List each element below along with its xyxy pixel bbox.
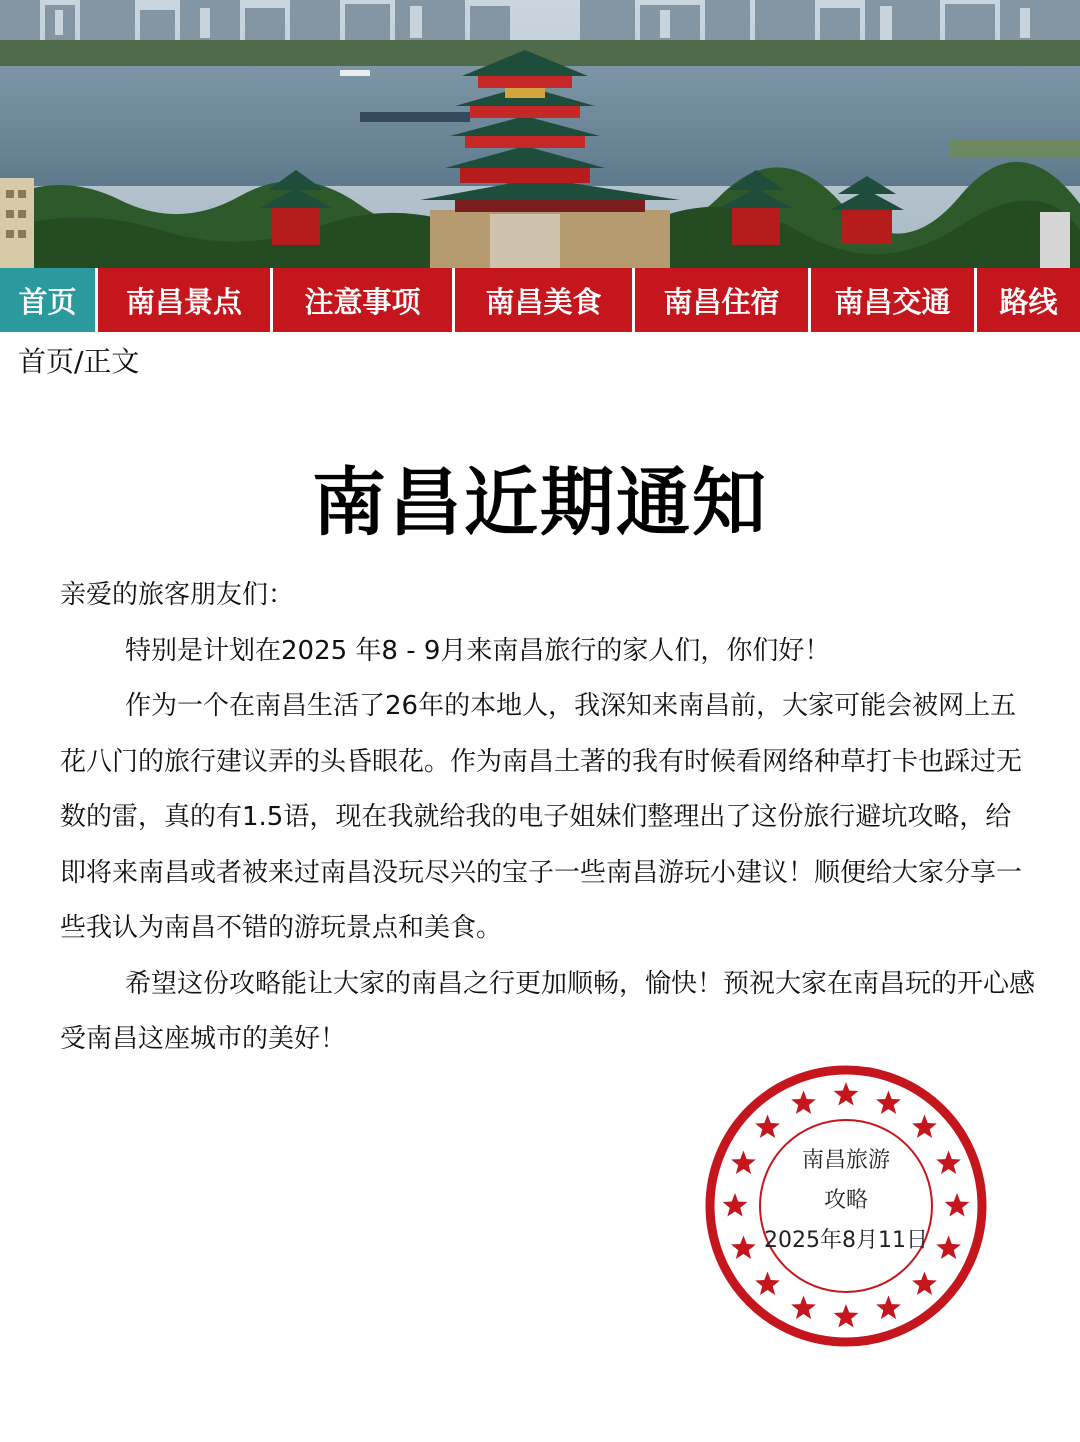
star-icon [755,1271,780,1295]
nav-notices[interactable]: 注意事项 [273,268,455,332]
stamp-line-1: 南昌旅游 [801,1148,890,1173]
nav-food[interactable]: 南昌美食 [455,268,635,332]
star-icon [912,1115,937,1139]
seal-stamp [703,1063,989,1349]
star-icon [755,1115,780,1139]
star-icon [834,1304,859,1328]
stamp-date: 2025年8月11日 [764,1228,928,1253]
nav-transport[interactable]: 南昌交通 [811,268,977,332]
page-title: 南昌近期通知 [312,460,768,546]
star-icon [876,1090,901,1114]
star-icon [791,1090,816,1114]
star-icon [791,1296,816,1320]
nav-routes[interactable]: 路线 [977,268,1080,332]
article-body [60,568,1035,1068]
nav-attractions[interactable]: 南昌景点 [98,268,273,332]
nav-lodging[interactable]: 南昌住宿 [635,268,811,332]
hero-banner [0,0,1080,268]
star-icon [876,1296,901,1320]
paragraph-3: 希望这份攻略能让大家的南昌之行更加顺畅，愉快！预祝大家在南昌玩的开心感受南昌这座城市的美好！ [60,968,1036,1054]
main-nav [0,268,1080,332]
stamp-line-2: 攻略 [823,1188,868,1213]
hero-image-tengwang-pavilion [0,0,1080,268]
paragraph-2: 作为一个在南昌生活了26年的本地人，我深知来南昌前，大家可能会被网上五花八门的旅行建议弄的头昏眼花。作为南昌土著的我有时候看网络种草打卡也踩过无数的雷，真的有1.5语，现在我就给我的电子姐妹们整理出了这份旅行避坑攻略，给即将来南昌或者被来过南昌没玩尽兴的宝子一些南昌游玩小建议！顺便给大家分享一些我认为南昌不错的游玩景点和美食。 [60,691,1023,943]
greeting: 亲爱的旅客朋友们： [60,580,295,610]
star-icon [834,1082,859,1106]
breadcrumb[interactable]: 首页/正文 [18,345,140,378]
star-icon [912,1271,937,1295]
nav-home[interactable]: 首页 [0,268,98,332]
paragraph-1: 特别是计划在2025 年8 - 9月来南昌旅行的家人们，你们好！ [125,635,831,666]
